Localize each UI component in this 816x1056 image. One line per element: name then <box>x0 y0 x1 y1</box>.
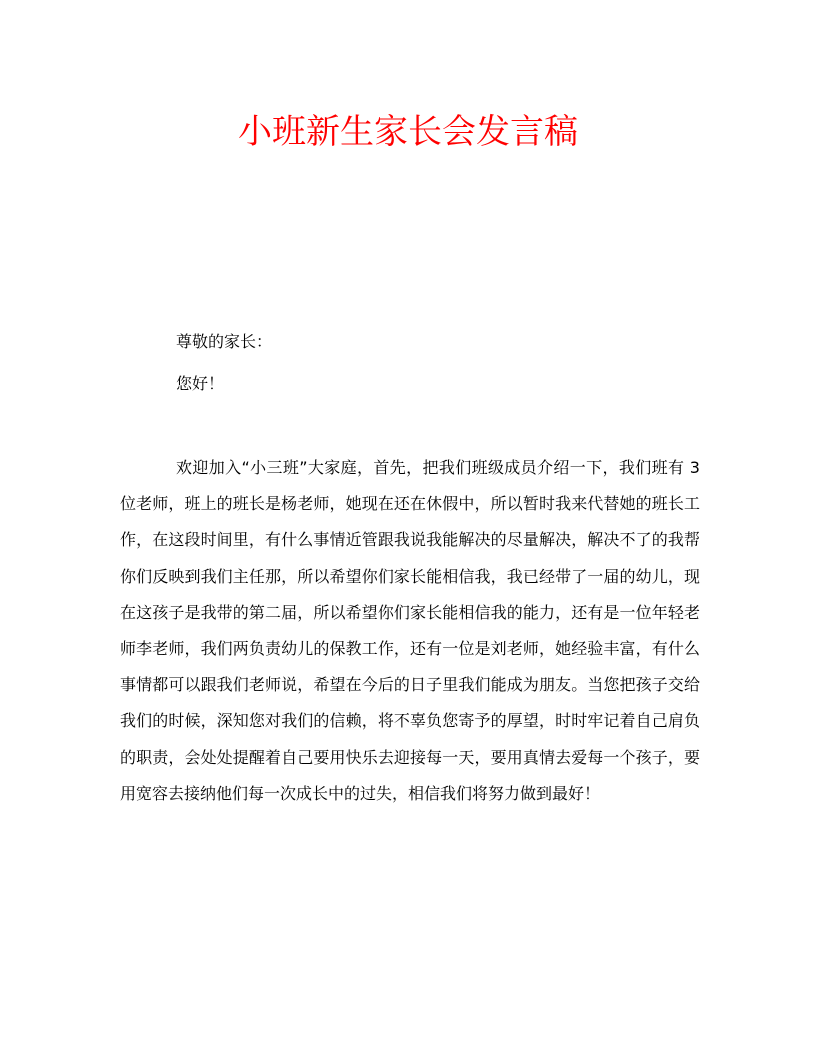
speech-paragraph: 欢迎加入“小三班”大家庭，首先，把我们班级成员介绍一下，我们班有 3 位老师，班上的班长是杨老师，她现在还在休假中，所以暂时我来代替她的班长工作，在这段时间里，有什么事情近管跟我说我能解决的尽量解决，解决不了的我帮你们反映到我们主任那，所以希望你们家长能相信我，我已经带了一届的幼儿，现在这孩子是我带的第二届，所以希望你们家长能相信我的能力，还有是一位年轻老师李老师，我们两负责幼儿的保教工作，还有一位是刘老师，她经验丰富，有什么事情都可以跟我们老师说，希望在今后的日子里我们能成为朋友。当您把孩子交给我们的时候，深知您对我们的信赖，将不辜负您寄予的厚望，时时牢记着自己肩负的职责，会处处提醒着自己要用快乐去迎接每一天，要用真情去爱每一个孩子，要用宽容去接纳他们每一次成长中的过失，相信我们将努力做到最好！ <box>120 458 700 803</box>
hello-line: 您好！ <box>176 374 225 393</box>
greeting-line: 尊敬的家长： <box>176 332 273 351</box>
document-title: 小班新生家长会发言稿 <box>238 112 578 152</box>
